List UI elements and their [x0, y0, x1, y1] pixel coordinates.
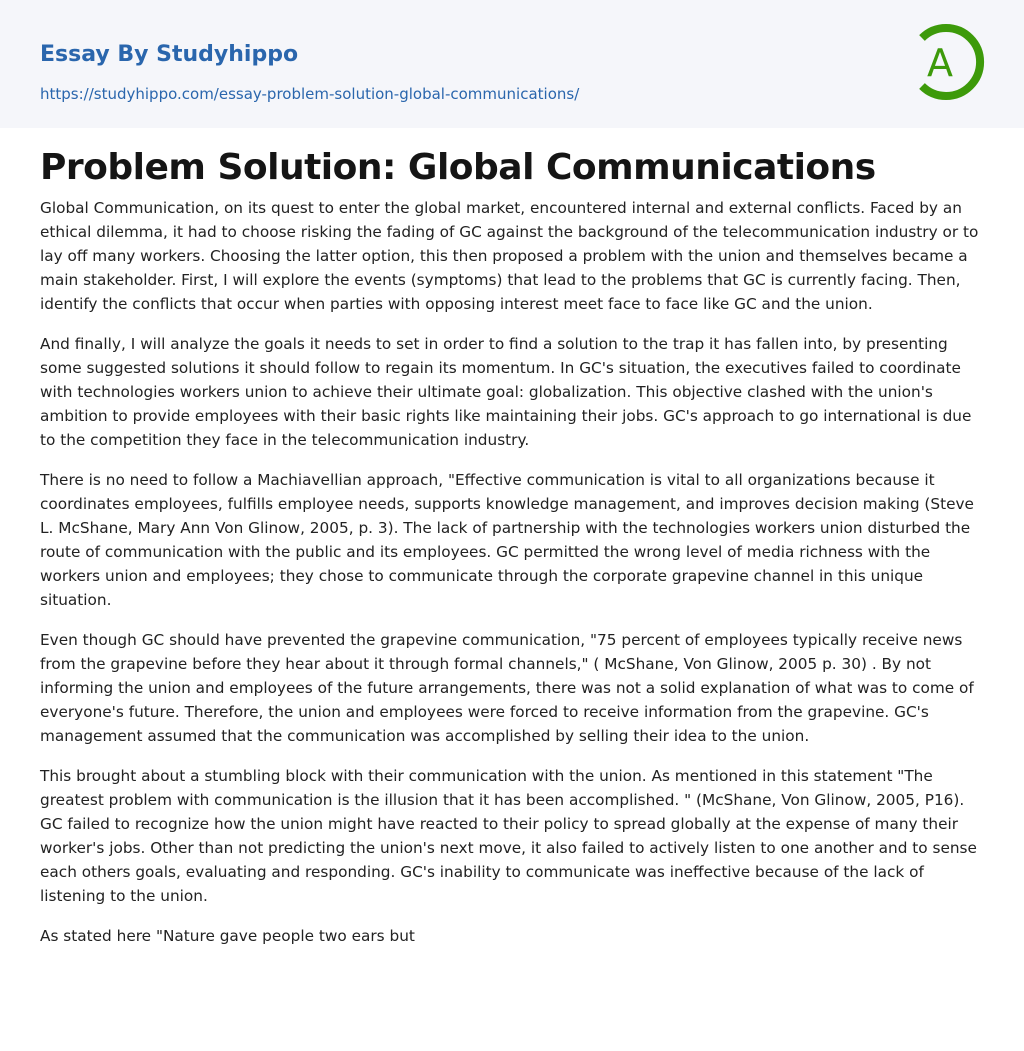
essay-url-link[interactable]: https://studyhippo.com/essay-problem-solution-global-communications/: [40, 85, 580, 103]
studyhippo-logo-icon: [910, 18, 990, 106]
brand-title: Essay By Studyhippo: [40, 42, 299, 67]
essay-paragraph: As stated here "Nature gave people two ears but: [40, 927, 415, 945]
essay-paragraph: And finally, I will analyze the goals it needs to set in order to find a solution to the trap it has fallen into, by presenting some suggested solutions it should follow to regain its momentum. In GC's situation, the executives failed to coordinate with technologies workers union to achieve their ultimate goal: globalization. This objective clashed with the union's ambition to provide employees with their basic rights like maintaining their jobs. GC's approach to go international is due to the competition they face in the telecommunication industry.: [40, 335, 972, 449]
essay-body: [40, 196, 986, 948]
page-title: Problem Solution: Global Communications: [40, 147, 876, 188]
logo-letter: A: [927, 41, 953, 85]
essay-paragraph: Even though GC should have prevented the grapevine communication, "75 percent of employees typically receive news from the grapevine before they hear about it through formal channels," ( McShane, Von Glinow, 2005 p. 30) . By not informing the union and employees of the future arrangements, there was not a solid explanation of what was to come of everyone's future. Therefore, the union and employees were forced to receive information from the grapevine. GC's management assumed that the communication was accomplished by selling their idea to the union.: [40, 631, 974, 745]
essay-paragraph: Global Communication, on its quest to enter the global market, encountered internal and external conflicts. Faced by an ethical dilemma, it had to choose risking the fading of GC against the background of the telecommunication industry or to lay off many workers. Choosing the latter option, this then proposed a problem with the union and themselves became a main stakeholder. First, I will explore the events (symptoms) that lead to the problems that GC is currently facing. Then, identify the conflicts that occur when parties with opposing interest meet face to face like GC and the union.: [40, 199, 979, 313]
essay-paragraph: This brought about a stumbling block with their communication with the union. As mentioned in this statement "The greatest problem with communication is the illusion that it has been accomplished. " (McShane, Von Glinow, 2005, P16). GC failed to recognize how the union might have reacted to their policy to spread globally at the expense of many their worker's jobs. Other than not predicting the union's next move, it also failed to actively listen to one another and to sense each others goals, evaluating and responding. GC's inability to communicate was ineffective because of the lack of listening to the union.: [40, 767, 977, 905]
site-header: [0, 0, 1024, 128]
essay-paragraph: There is no need to follow a Machiavellian approach, "Effective communication is vital to all organizations because it coordinates employees, fulfills employee needs, supports knowledge management, and improves decision making (Steve L. McShane, Mary Ann Von Glinow, 2005, p. 3). The lack of partnership with the technologies workers union disturbed the route of communication with the public and its employees. GC permitted the wrong level of media richness with the workers union and employees; they chose to communicate through the corporate grapevine channel in this unique situation.: [40, 471, 974, 609]
